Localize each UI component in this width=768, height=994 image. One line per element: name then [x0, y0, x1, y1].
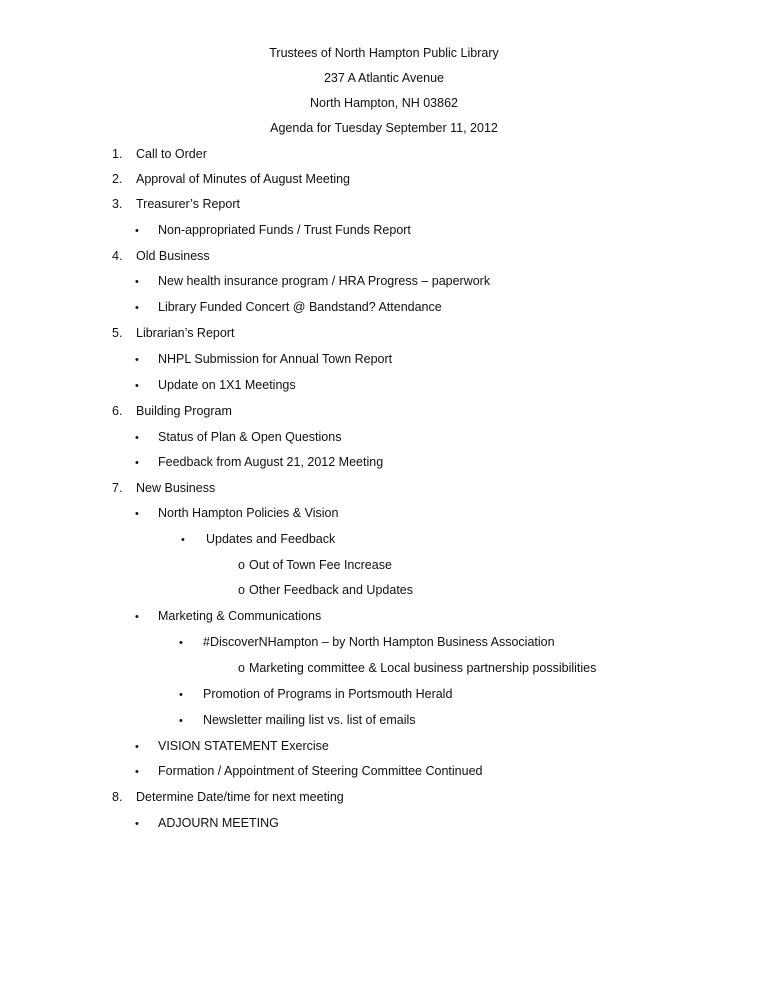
bullet-icon: •	[179, 637, 183, 649]
sub-item: #DiscoverNHampton – by North Hampton Business Association	[203, 635, 555, 649]
item-number: 6.	[112, 404, 123, 418]
item-number: 2.	[112, 172, 123, 186]
sub-item-adjourn: ADJOURN MEETING	[158, 816, 279, 830]
sub-item: VISION STATEMENT Exercise	[158, 739, 329, 753]
library-city: North Hampton, NH 03862	[310, 96, 458, 110]
bullet-icon: •	[135, 508, 139, 520]
document-title: Trustees of North Hampton Public Library	[269, 46, 499, 60]
library-address: 237 A Atlantic Avenue	[323, 71, 444, 85]
sub-item: Non-appropriated Funds / Trust Funds Report	[158, 223, 411, 237]
bullet-icon: •	[181, 534, 185, 546]
sub-item: Status of Plan & Open Questions	[158, 430, 342, 444]
bullet-icon: •	[135, 225, 139, 237]
sub-item: Out of Town Fee Increase	[249, 558, 392, 572]
item-number: 1.	[112, 147, 123, 161]
bullet-icon: •	[135, 611, 139, 623]
sub-item: New health insurance program / HRA Progress – paperwork	[158, 274, 491, 288]
agenda-item-old-business: Old Business	[136, 249, 210, 263]
item-number: 8.	[112, 790, 123, 804]
agenda-item-call-to-order: Call to Order	[136, 147, 207, 161]
bullet-icon: •	[135, 354, 139, 366]
sub-item: Formation / Appointment of Steering Committee Continued	[158, 764, 483, 778]
agenda-date: Agenda for Tuesday September 11, 2012	[270, 121, 498, 135]
item-number: 5.	[112, 326, 123, 340]
bullet-icon: •	[179, 689, 183, 701]
item-number: 4.	[112, 249, 123, 263]
sub-item: NHPL Submission for Annual Town Report	[158, 352, 393, 366]
agenda-item-building-program: Building Program	[136, 404, 232, 418]
agenda-item-next-meeting: Determine Date/time for next meeting	[136, 790, 344, 804]
bullet-icon: •	[135, 302, 139, 314]
bullet-icon: •	[135, 276, 139, 288]
sub-item: Library Funded Concert @ Bandstand? Attendance	[158, 300, 442, 314]
bullet-icon: •	[135, 380, 139, 392]
bullet-icon: •	[179, 715, 183, 727]
sub-item: Other Feedback and Updates	[249, 583, 413, 597]
agenda-item-approval-minutes: Approval of Minutes of August Meeting	[136, 172, 351, 186]
agenda-item-librarian-report: Librarian’s Report	[136, 326, 235, 340]
bullet-icon: •	[135, 766, 139, 778]
sub-item: Feedback from August 21, 2012 Meeting	[158, 455, 384, 469]
bullet-icon: •	[135, 432, 139, 444]
sub-item: Newsletter mailing list vs. list of emails	[203, 713, 416, 727]
circle-bullet-icon: o	[238, 558, 245, 572]
sub-item: Marketing & Communications	[158, 609, 322, 623]
circle-bullet-icon: o	[238, 661, 245, 675]
agenda-item-treasurer-report: Treasurer’s Report	[136, 197, 240, 211]
circle-bullet-icon: o	[238, 583, 245, 597]
bullet-icon: •	[135, 818, 139, 830]
item-number: 3.	[112, 197, 123, 211]
sub-item: North Hampton Policies & Vision	[158, 506, 339, 520]
sub-item: Marketing committee & Local business partnership possibilities	[249, 661, 597, 675]
item-number: 7.	[112, 481, 123, 495]
sub-item: Updates and Feedback	[206, 532, 336, 546]
agenda-item-new-business: New Business	[136, 481, 216, 495]
bullet-icon: •	[135, 457, 139, 469]
sub-item: Update on 1X1 Meetings	[158, 378, 296, 392]
sub-item: Promotion of Programs in Portsmouth Herald	[203, 687, 453, 701]
bullet-icon: •	[135, 741, 139, 753]
